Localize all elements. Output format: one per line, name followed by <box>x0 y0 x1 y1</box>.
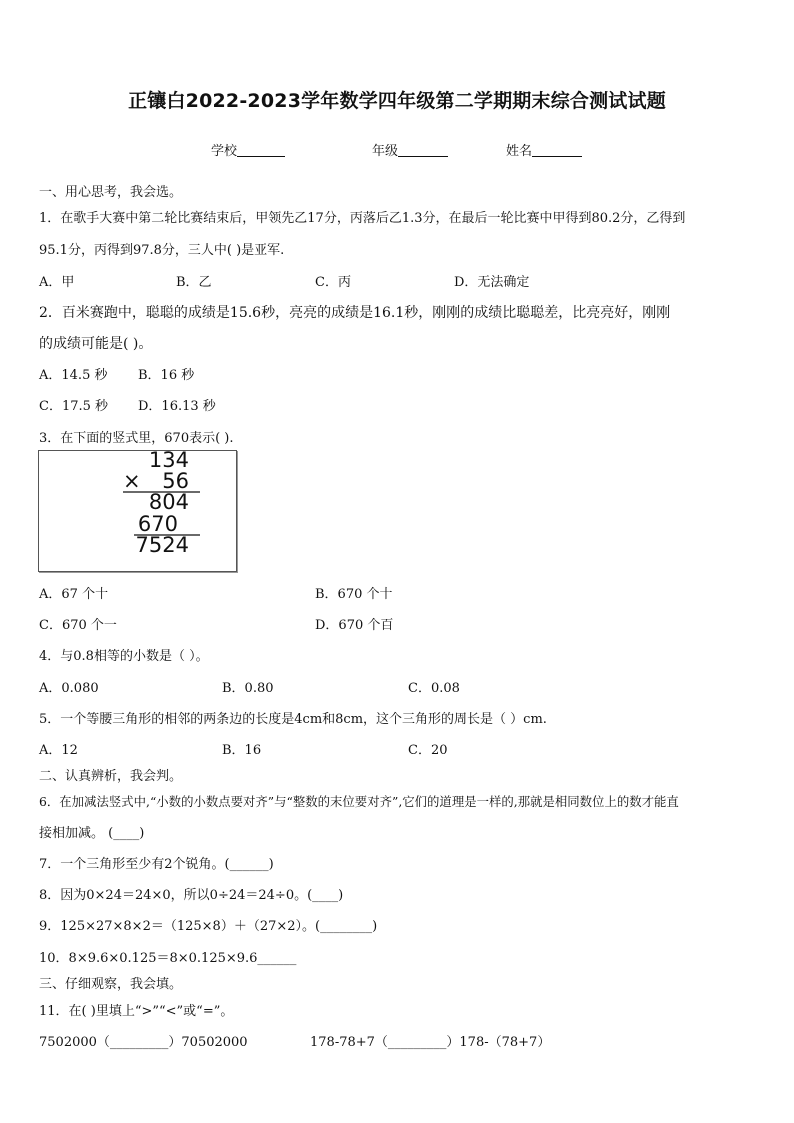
page-title: 正镶白2022-2023学年数学四年级第二学期期末综合测试试题 <box>128 90 666 112</box>
fig-partial-1: 804 <box>148 490 189 514</box>
q4-option-c[interactable]: C．0.08 <box>408 681 460 696</box>
q4-option-a[interactable]: A．0.080 <box>39 681 99 696</box>
name-field <box>506 140 582 159</box>
section-2-heading: 二、认真辨析，我会判。 <box>39 769 183 784</box>
q2-option-d[interactable]: D．16.13 秒 <box>138 399 216 414</box>
q2-option-b[interactable]: B．16 秒 <box>138 368 195 383</box>
q1-option-a[interactable]: A．甲 <box>39 275 75 290</box>
q5-text: 5．一个等腰三角形的相邻的两条边的长度是4cm和8cm，这个三角形的周长是（ ）cm. <box>39 712 547 727</box>
q9-text: 9．125×27×8×2＝（125×8）＋（27×2）。(________) <box>39 919 378 934</box>
q3-option-c[interactable]: C．670 个一 <box>39 618 117 633</box>
q5-option-a[interactable]: A．12 <box>39 743 78 758</box>
q2-line-2: 的成绩可能是( )。 <box>39 336 153 352</box>
fig-times-sign: × <box>123 469 141 493</box>
fig-multiplicand: 134 <box>148 451 189 472</box>
q2-option-c[interactable]: C．17.5 秒 <box>39 399 109 414</box>
section-1-heading: 一、用心思考，我会选。 <box>39 185 183 200</box>
q3-option-a[interactable]: A．67 个十 <box>39 587 109 602</box>
q1-option-d[interactable]: D．无法确定 <box>454 275 530 290</box>
q4-text: 4．与0.8相等的小数是（ ）。 <box>39 649 209 664</box>
q3-text: 3．在下面的竖式里，670表示( ). <box>39 431 234 446</box>
fig-partial-2: 670 <box>137 512 178 536</box>
q5-option-b[interactable]: B．16 <box>222 743 262 758</box>
q6-line-1: 6．在加减法竖式中,“小数的小数点要对齐”与“整数的末位要对齐”,它们的道理是一样的,那就是相同数位上的数才能直 <box>39 794 679 809</box>
q11-text: 11．在( )里填上“>”“<”或“=”。 <box>39 1004 234 1019</box>
q3-option-d[interactable]: D．670 个百 <box>315 618 394 633</box>
q7-text: 7．一个三角形至少有2个锐角。(______) <box>39 857 274 872</box>
section-3-heading: 三、仔细观察，我会填。 <box>39 977 183 992</box>
school-blank[interactable] <box>237 142 285 157</box>
q11-compare-left[interactable]: 7502000（_________）70502000 <box>39 1035 248 1050</box>
grade-field <box>372 140 448 159</box>
q1-option-b[interactable]: B．乙 <box>176 275 212 290</box>
q8-text: 8．因为0×24＝24×0，所以0÷24＝24÷0。(____) <box>39 888 344 903</box>
multiplication-svg <box>39 451 236 571</box>
school-label: 学校 <box>211 144 238 159</box>
grade-label: 年级 <box>372 144 399 159</box>
q4-option-b[interactable]: B．0.80 <box>222 681 274 696</box>
q3-option-b[interactable]: B．670 个十 <box>315 587 393 602</box>
vertical-multiplication-figure <box>38 450 237 572</box>
name-blank[interactable] <box>532 142 582 157</box>
fig-multiplier: 56 <box>162 469 189 493</box>
q2-line-1: 2．百米赛跑中，聪聪的成绩是15.6秒，亮亮的成绩是16.1秒，刚刚的成绩比聪聪差，比亮亮好，刚刚 <box>39 305 671 321</box>
name-label: 姓名 <box>506 144 533 159</box>
q2-option-a[interactable]: A．14.5 秒 <box>39 368 108 383</box>
q1-option-c[interactable]: C．丙 <box>315 275 351 290</box>
q1-line-1: 1．在歌手大赛中第二轮比赛结束后，甲领先乙17分，丙落后乙1.3分，在最后一轮比赛中甲得到80.2分，乙得到 <box>39 211 686 226</box>
fig-result: 7524 <box>135 533 189 557</box>
q6-line-2: 接相加减。 (____) <box>39 826 145 841</box>
q5-option-c[interactable]: C．20 <box>408 743 448 758</box>
q11-compare-right[interactable]: 178-78+7（_________）178-（78+7） <box>310 1035 551 1050</box>
grade-blank[interactable] <box>398 142 448 157</box>
q10-text: 10．8×9.6×0.125＝8×0.125×9.6______ <box>39 951 297 966</box>
q1-line-2: 95.1分，丙得到97.8分，三人中( )是亚军. <box>39 243 285 258</box>
school-field <box>211 140 285 159</box>
